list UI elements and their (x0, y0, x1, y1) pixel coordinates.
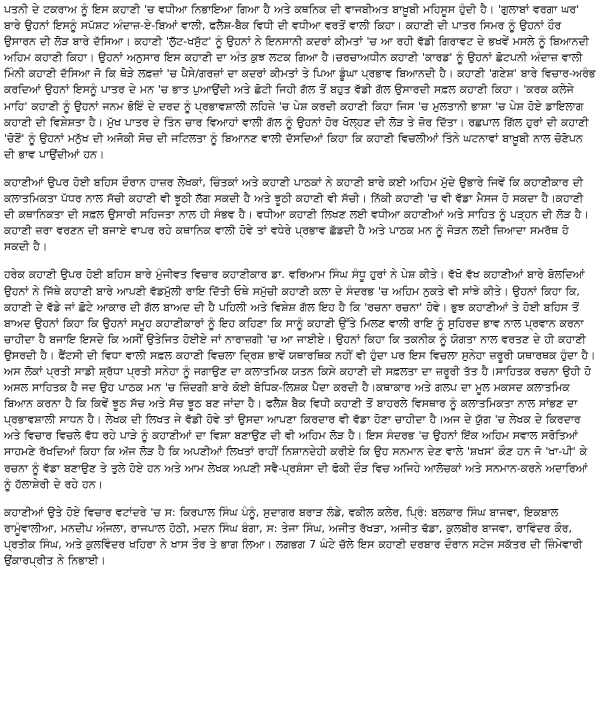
paragraph-sandhu-remarks: ਹਰੇਕ ਕਹਾਣੀ ਉਪਰ ਹੋਈ ਬਹਿਸ ਬਾਰੇ ਮੁੰਜੀਵਤ ਵਿਚਾਰ ਕਹਾਣੀਕਾਰ ਡਾ. ਵਰਿਆਮ ਸਿੰਘ ਸੰਧੂ ਹੁਰਾਂ ਨੇ ਪੇਸ਼ ਕੀਤੇ। ਵੱਖੋ ਵੱਖ ਕਹਾਣੀਆਂ ਬਾਰੇ ਬੋਲਦਿਆਂ ਉਹਨਾਂ ਨੇ ਜਿੱਥੇ ਕਹਾਣੀ ਬਾਰੇ ਆਪਣੀ ਵੱਡਮੁੱਲੀ ਰਾਇ ਦਿੱਤੀ ਓਥੇ ਸਮੁੱਚੀ ਕਹਾਣੀ ਕਲਾ ਦੇ ਸੰਦਰਭ 'ਚ ਅਹਿਮ ਨੁਕਤੇ ਵੀ ਸਾਂਝੇ ਕੀਤੇ। ਉਹਨਾਂ ਕਿਹਾ ਕਿ, ਕਹਾਣੀ ਦੇ ਵੱਡੇ ਜਾਂ ਛੋਟੇ ਆਕਾਰ ਦੀ ਗੱਲ ਬਾਅਦ ਦੀ ਹੈ ਪਹਿਲੀ ਅਤੇ ਵਿਸ਼ੇਸ਼ ਗੱਲ ਇਹ ਹੈ ਕਿ 'ਰਚਨਾ ਰਚਨਾ' ਹੋਵੇ। ਭੁਝ ਕਹਾਣੀਆਂ ਤੇ ਹੋਈ ਬਹਿਸ ਤੋਂ ਬਾਅਦ ਉਹਨਾਂ ਕਿਹਾ ਕਿ ਉਹਨਾਂ ਸਮੂਹ ਕਹਾਣੀਕਾਰਾਂ ਨੂੰ ਇਹ ਕਹਿਣਾ ਕਿ ਸਾਨੂੰ ਕਹਾਣੀ ਉੱਤੇ ਮਿਲਣ ਵਾਲੀ ਰਾਇ ਨੂੰ ਸੁਹਿਰਦ ਭਾਵ ਨਾਲ ਪ੍ਰਵਾਨ ਕਰਨਾ ਚਾਹੀਦਾ ਹੈ ਬਜਾਇ ਇਸਦੇ ਕਿ ਅਸੀਂ ਉਤੇਜਿਤ ਹੋਈਏ ਜਾਂ ਨਾਰਾਜ਼ਗੀ 'ਚ ਆ ਜਾਈਏ। ਉਹਨਾਂ ਕਿਹਾ ਕਿ ਤਕਨੀਕ ਨੂੰ ਯੋਗਤਾ ਨਾਲ ਵਰਤਣ ਦੇ ਹੀ ਕਹਾਣੀ ਉਸਰਦੀ ਹੈ। ਫੈਂਟਸੀ ਦੀ ਵਿਧਾ ਵਾਲੀ ਸਫ਼ਲ ਕਹਾਣੀ ਵਿਚਲਾ ਦ੍ਰਿਸ਼ ਭਾਵੇਂ ਯਥਾਰਥਿਕ ਨਹੀਂ ਵੀ ਹੁੰਦਾ ਪਰ ਇਸ ਵਿਚਲਾ ਸੁਨੇਹਾ ਜ਼ਰੂਰੀ ਯਥਾਰਥਕ ਹੁੰਦਾ ਹੈ। ਅਸ ਲੋਕਾਂ ਪ੍ਰਤੀ ਸਾਡੀ ਸ਼੍ਰੱਧਾ ਪ੍ਰਤੀ ਸਨੇਹਾ ਨੂੰ ਜਗਾਉਣ ਦਾ ਕਲਾਤਮਿਕ ਯਤਨ ਕਿਸੇ ਕਹਾਣੀ ਦੀ ਸਫ਼ਲਤਾ ਦਾ ਜ਼ਰੂਰੀ ਤੱਤ ਹੈ।ਸਾਹਿਤਕ ਰਚਨਾ ਉਹੀ ਹੋ ਅਸਲ ਸਾਹਿਤਕ ਹੈ ਜਦ ਉਹ ਪਾਠਕ ਮਨ 'ਚ ਜ਼ਿੰਦਗੀ ਬਾਰੇ ਕੋਈ ਬੋਧਿਕ-ਲਿਸ਼ਕ ਪੈਦਾ ਕਰਦੀ ਹੈ।ਕਥਾਕਾਰ ਅਤੇ ਗਲਪ ਦਾ ਮੂਲ ਮਕਸਦ ਕਲਾਤਮਿਕ ਬਿਆਨ ਕਰਨਾ ਹੈ ਕਿ ਕਿਵੇਂ ਝੂਠ ਸੱਚ ਅਤੇ ਸੱਚ ਝੂਠ ਬਣ ਜਾਂਦਾ ਹੈ। ਫਲੈਸ਼ ਬੈਕ ਵਿਧੀ ਕਹਾਣੀ ਤੋਂ ਬਾਹਰਲੇ ਵਿਸਥਾਰ ਨੂੰ ਕਲਾਤਮਿਕਤਾ ਨਾਲ ਸਾਂਭਣ ਦਾ ਪ੍ਰਭਾਵਸ਼ਾਲੀ ਸਾਧਨ ਹੈ। ਲੇਖਕ ਦੀ ਲਿਖਤ ਜੇ ਵੱਡੀ ਹੋਵੇ ਤਾਂ ਉਸਦਾ ਆਪਣਾ ਕਿਰਦਾਰ ਵੀ ਵੱਡਾ ਹੋਣਾ ਚਾਹੀਦਾ ਹੈ।ਅਜ ਦੇ ਯੁੱਗ 'ਚ ਲੇਖਕ ਦੇ ਕਿਰਦਾਰ ਅਤੇ ਵਿਚਾਰ ਵਿਚਲੇ ਵੱਧ ਰਹੇ ਪਾੜੇ ਨੂੰ ਕਹਾਣੀਆਂ ਦਾ ਵਿਸ਼ਾ ਬਣਾਉਣ ਦੀ ਵੀ ਅਹਿਮ ਲੋੜ ਹੈ। ਇਸ ਸੰਦਰਭ 'ਚ ਉਹਨਾਂ ਇੱਕ ਅਹਿਮ ਸਵਾਲ ਸਰੋਤਿਆਂ ਸਾਹਮਣੇ ਰੱਖਦਿਆਂ ਕਿਹਾ ਕਿ ਅੱਜ ਲੋੜ ਹੈ ਕਿ ਅਪਣੀਆਂ ਲਿਖਤਾਂ ਰਾਹੀਂ ਨਿਸ਼ਾਨਦੇਹੀ ਕਰੀਏ ਕਿ ਉਹ ਸਨਮਾਨ ਦੇਣ ਵਾਲੇ 'ਸ਼ਖਸ' ਕੌਣ ਹਨ ਜੋ 'ਖਾ-ਪੀ' ਕੇ ਰਚਨਾ ਨੂੰ ਵੱਡਾ ਬਣਾਉਣ ਤੇ ਤੁਲੇ ਹੋਏ ਹਨ ਅਤੇ ਆਮ ਲੇਖਕ ਅਪਣੀ ਸਵੈ-ਪ੍ਰਸ਼ੰਸਾ ਦੀ ਫੋਕੀ ਦੌੜ ਵਿਚ ਅਜਿਹੇ ਆਲੋਚਕਾਂ ਅਤੇ ਸਨਮਾਨ-ਕਰਨੇ ਅਦਾਰਿਆਂ ਨੂੰ ਹੱਲਾਸ਼ੇਰੀ ਦੇ ਰਹੇ ਹਨ। (4, 268, 596, 491)
article-body (4, 2, 596, 569)
paragraph-participants: ਕਹਾਣੀਆਂ ਉਤੇ ਹੋਏ ਵਿਚਾਰ ਵਟਾਂਦਰੇ 'ਚ ਸ: ਕਿਰਪਾਲ ਸਿੰਘ ਪੰਨੂੰ, ਸੁਦਾਗਰ ਬਰਾੜ ਲੰਡੇ, ਵਕੀਲ ਕਲੇਰ, ਪ੍ਰਿੰ: ਬਲਕਾਰ ਸਿੰਘ ਬਾਜਵਾ, ਇਕਬਾਲ ਰਾਮੂੰਵਾਲੀਆ, ਮਨਦੀਪ ਔਜਲਾ, ਰਾਜਪਾਲ ਹੋਠੀ, ਮਦਨ ਸਿੰਘ ਬੰਗਾ, ਸ: ਤੇਜਾ ਸਿੰਘ, ਅਜੀਤ ਰੱਖੜਾ, ਅਜੀਤ ਢੱਡਾ, ਕੁਲਬੀਰ ਬਾਜਵਾ, ਰਾਵਿੰਦਰ ਕੌਰ, ਪ੍ਰਤੀਕ ਸਿੰਘ, ਅਤੇ ਕੁਲਵਿੰਦਰ ਖਹਿਰਾ ਨੇ ਖਾਸ ਤੌਰ ਤੇ ਭਾਗ ਲਿਆ। ਲਗਭਗ 7 ਘੰਟੇ ਚੱਲੇ ਇਸ ਕਹਾਣੀ ਦਰਬਾਰ ਦੌਰਾਨ ਸਟੇਜ ਸਕੱਤਰ ਦੀ ਜ਼ਿੰਮੇਵਾਰੀ ਉਂਕਾਰਪ੍ਰੀਤ ਨੇ ਨਿਭਾਈ। (4, 505, 583, 567)
paragraph-debate-points: ਕਹਾਣੀਆਂ ਉਪਰ ਹੋਈ ਬਹਿਸ ਦੌਰਾਨ ਹਾਜ਼ਰ ਲੇਖਕਾਂ, ਚਿੰਤਕਾਂ ਅਤੇ ਕਹਾਣੀ ਪਾਠਕਾਂ ਨੇ ਕਹਾਣੀ ਬਾਰੇ ਕਈ ਅਹਿਮ ਮੁੱਦੇ ਉਭਾਰੇ ਜਿਵੇਂ ਕਿ ਕਹਾਣੀਕਾਰ ਦੀ ਕਲਾਤਮਿਕਤਾ ਪੱਧਰ ਨਾਲ ਸੱਚੀ ਕਹਾਣੀ ਵੀ ਝੂਠੀ ਲੱਗ ਸਕਦੀ ਹੈ ਅਤੇ ਝੂਠੀ ਕਹਾਣੀ ਵੀ ਸੱਚੀ। ਨਿੱਕੀ ਕਹਾਣੀ 'ਚ ਵੀ ਵੱਡਾ ਮੈਸਜ ਹੋ ਸਕਦਾ ਹੈ।ਕਹਾਣੀ ਦੀ ਕਥਾਨਿਕਤਾ ਦੀ ਸਫ਼ਲ ਉਸਾਰੀ ਸਹਿਜਤਾ ਨਾਲ ਹੀ ਸੰਭਵ ਹੈ। ਵਧੀਆ ਕਹਾਣੀ ਲਿਖਣ ਲਈ ਵਧੀਆ ਕਹਾਣੀਆਂ ਅਤੇ ਸਾਹਿਤ ਨੂੰ ਪੜ੍ਹਨ ਦੀ ਲੋੜ ਹੈ। ਕਹਾਣੀ ਜ਼ਰਾ ਵਰਣਨ ਦੀ ਬਜਾਏ ਵਾਪਰ ਰਹੇ ਕਥਾਨਿਕ ਵਾਲੀ ਹੋਵੇ ਤਾਂ ਵਧੇਰੇ ਪ੍ਰਭਾਵ ਛੱਡਦੀ ਹੈ ਅਤੇ ਪਾਠਕ ਮਨ ਨੂੰ ਜੋੜਨ ਲਈ ਜ਼ਿਆਦਾ ਸਮਰੱਥ ਹੋ ਸਕਦੀ ਹੈ। (4, 175, 589, 254)
paragraph-story-reviews: ਪਤਨੀ ਦੇ ਟਕਰਾਅ ਨੂੰ ਇਸ ਕਹਾਣੀ 'ਚ ਵਧੀਆ ਨਿਭਾਇਆ ਗਿਆ ਹੈ ਅਤੇ ਕਥਨਿਕ ਦੀ ਵਾਜਬੀਅਤ ਬਾਖ਼ੂਬੀ ਮਹਿਸੂਸ ਹੁੰਦੀ ਹੈ। 'ਗੁਲਾਬਾਂ ਵਰਗਾ ਘਰ' ਬਾਰੇ ਉਹਨਾਂ ਇਸਨੂੰ ਸਪੱਸ਼ਟ ਅੰਦਾਜ਼-ਏ-ਬਿਆਂ ਵਾਲੀ, ਫਲੈਸ਼-ਬੈਕ ਵਿਧੀ ਦੀ ਵਧੀਆ ਵਰਤੋਂ ਵਾਲੀ ਕਿਹਾ। ਕਹਾਣੀ ਦੀ ਪਾਤਰ ਸਿਮਰ ਨੂੰ ਉਹਨਾਂ ਹੌਰ ਉਸਾਰਨ ਦੀ ਲੋੜ ਬਾਰੇ ਦੱਸਿਆ। ਕਹਾਣੀ 'ਲੁੱਟ-ਖਸੁੱਟ' ਨੂੰ ਉਹਨਾਂ ਨੇ ਇਨਸਾਨੀ ਕਦਰਾਂ ਕੀਮਤਾਂ 'ਚ ਆ ਰਹੀ ਵੱਡੀ ਗਿਰਾਵਟ ਦੇ ਭਖਵੇਂ ਮਸਲੇ ਨੂੰ ਬਿਆਨਦੀ ਅਹਿਮ ਕਹਾਣੀ ਕਿਹਾ। ਉਹਨਾਂ ਅਨੁਸਾਰ ਇਸ ਕਹਾਣੀ ਦਾ ਅੰਤ ਕੁਝ ਲਟਕ ਗਿਆ ਹੈ।ਚਰਚਾਅਧੀਨ ਕਹਾਣੀ 'ਕਾਰਡ' ਨੂੰ ਉਹਨਾਂ ਛੋਟਪਨੀ ਅੰਦਾਜ਼ ਵਾਲੀ ਮਿੰਨੀ ਕਹਾਣੀ ਦੱਸਿਆ ਜੋ ਕਿ ਥੋੜੇ ਲਫ਼ਜ਼ਾਂ 'ਚ ਪੈਸੇ/ਗਰਜ਼ਾਂ ਦਾ ਕਦਰਾਂ ਕੀਮਤਾਂ ਤੇ ਪਿਆ ਡੂੰਘਾ ਪ੍ਰਭਾਵ ਬਿਆਨਦੀ ਹੈ। ਕਹਾਣੀ 'ਗਣੇਸ਼' ਬਾਰੇ ਵਿਚਾਰ-ਅਰੰਭ ਕਰਦਿਆਂ ਉਹਨਾਂ ਇਸਨੂੰ ਪਾਤਰ ਦੇ ਮਨ 'ਚ ਭਾਤ ਪੁਆਉਂਦੀ ਅਤੇ ਛੋਟੀ ਜਿਹੀ ਗੱਲ ਤੋਂ ਬਹੁਤ ਵੱਡੀ ਗੱਲ ਉਸਾਰਦੀ ਸਫ਼ਲ ਕਹਾਣੀ ਕਿਹਾ। 'ਕਰਕ ਕਲੇਜੇ ਮਾਹਿ' ਕਹਾਣੀ ਨੂੰ ਉਹਨਾਂ ਜਨਮ ਭੋਇੰ ਦੇ ਦਰਦ ਨੂੰ ਪ੍ਰਭਾਵਸ਼ਾਲੀ ਲਹਿਜ਼ੇ 'ਚ ਪੇਸ਼ ਕਰਦੀ ਕਹਾਣੀ ਕਿਹਾ ਜਿਸ 'ਚ ਮੁਲਤਾਨੀ ਭਾਸ਼ਾ 'ਚ ਪੇਸ਼ ਹੋਏ ਡਾਇਲਾਗ ਕਹਾਣੀ ਦੀ ਵਿਸ਼ੇਸ਼ਤਾ ਹੈ। ਮੁੱਖ ਪਾਤਰ ਦੇ ਤਿੰਨ ਚਾਰ ਵਿਆਹਾਂ ਵਾਲੀ ਗੱਲ ਨੂੰ ਉਹਨਾਂ ਹੋਰ ਖੋਲ੍ਹਣ ਦੀ ਲੋੜ ਤੇ ਜ਼ੋਰ ਦਿੱਤਾ। ਰਛਪਾਲ ਗਿੱਲ ਹੁਰਾਂ ਦੀ ਕਹਾਣੀ 'ਚੋਣੋਂ' ਨੂੰ ਉਹਨਾਂ ਮਨੁੱਖ ਦੀ ਅਜੋਕੀ ਸੋਚ ਦੀ ਜਟਿਲਤਾ ਨੂੰ ਬਿਆਨਣ ਵਾਲੀ ਦੱਸਦਿਆਂ ਕਿਹਾ ਕਿ ਕਹਾਣੀ ਵਿਚਲੀਆਂ ਤਿੰਨੇ ਘਟਨਾਵਾਂ ਬਾਖ਼ੂਬੀ ਨਾਲ ਚੋਣੋਪਨ ਦੀ ਭਾਵ ਪਾਉਂਦੀਆਂ ਹਨ। (4, 3, 596, 161)
